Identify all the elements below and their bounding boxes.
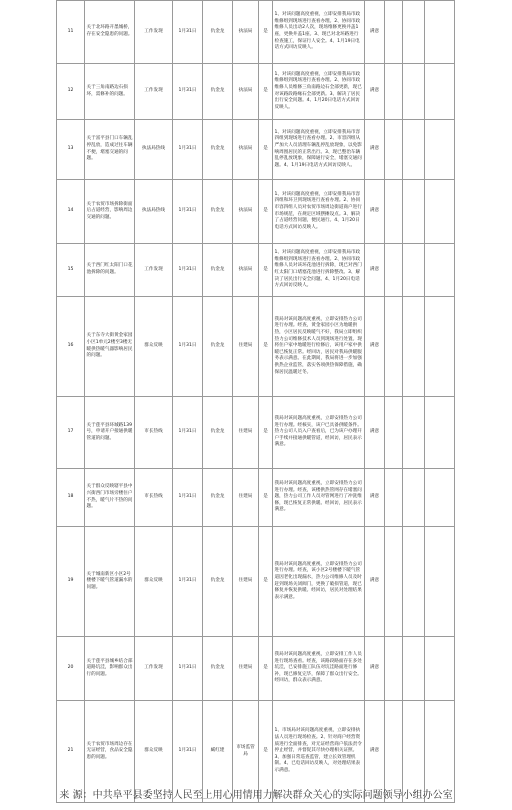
cell-date: 1月31日 [173,244,203,297]
cell-result: 1、对该问题高度重视，立即安排我局市政维修组到现场进行查看办理。2、协同市政维修人员对该环花池进行拆除，现已对西门红太阳门口堵塞花池进行拆除整改。3、解决了居民出行安全问题。4、1月20日电话方式回访反映人。 [273,244,365,297]
cell-no: 15 [57,244,85,297]
cell-result: 我局对该问题高度重视，立即安排热力公司进行办理。经查，该楼供热管网存在堵塞问题，热力公司工作人员对管网进行了冲洗维修，现已恢复正常供暖。经回访，居民表示满意。 [273,469,365,527]
cell-satisfaction: 满意 [365,180,385,244]
cell-empty [425,469,455,527]
cell-date: 1月31日 [173,180,203,244]
cell-empty [385,244,403,297]
cell-issue: 关于莲平县城乡结合部道路坑洼，影响群众出行的问题。 [85,637,135,701]
cell-source: 市长热线 [135,469,173,527]
cell-date: 1月31日 [173,469,203,527]
cell-resolved: 是 [259,527,273,637]
cell-satisfaction: 满意 [365,297,385,397]
cell-result: 1、对该问题高度重视，立即安排我局市政维修组到现场进行查看办理。2、协同市政维修人员维修三角南路边石全部更新，现已对该路段路缘石全部更新。3、解决了居民出行安全问题。4、1月20日电话方式回访反映人。 [273,64,365,120]
cell-source: 执法局热线 [135,120,173,180]
cell-result: 我局对该问题高度重视，立即安排热力公司进行办理。经查，该小区2号楼楼下暖气管道因老化出现漏水，热力公司维修人员及时赶到现场关闭阀门，更换了破损管道，现已修复并恢复供暖。经回访，居民对处理结果表示满意。 [273,527,365,637]
cell-resolved: 是 [259,469,273,527]
cell-resolved: 是 [259,397,273,469]
cell-result: 1、对该问题高度重视，立即安排我局市容四组到现场进行查看办理。2、市容四组从严加大人员清理车辆乱停乱放现象，以免影响周围居民的正常出行。3、现已整治车辆乱停乱放现象，保障通行安全，堵塞交通问题。4、1月19日电话方式回访反映人。 [273,120,365,180]
cell-result: 1、对该问题高度重视，立即安排我局市容四组和环卫到现场进行查看办理。2、协同市容四组人员对农贸市场周边街道商户进行市场规范，在规定区域摆摊设点。3、解决了占道经营问题，便民通行。4、1月20日电话方式回访反映人。 [273,180,365,244]
cell-empty [385,637,403,701]
cell-resolved: 是 [259,180,273,244]
cell-resolved: 是 [259,1,273,64]
cell-dept: 执法局 [233,180,259,244]
cell-leader: 仇金龙 [203,297,233,397]
cell-no: 21 [57,701,85,803]
cell-no: 11 [57,1,85,64]
cell-leader: 仇金龙 [203,469,233,527]
cell-empty [403,469,425,527]
table-row [57,637,455,701]
cell-dept: 住建局 [233,637,259,701]
cell-empty [403,64,425,120]
cell-source: 群众反映 [135,527,173,637]
cell-leader: 仇金龙 [203,1,233,64]
cell-issue: 关于西门红太阳门口花池拆除的问题。 [85,244,135,297]
cell-leader: 仇金龙 [203,397,233,469]
cell-satisfaction: 满意 [365,527,385,637]
issues-table [56,0,455,803]
cell-satisfaction: 满意 [365,1,385,64]
table-row [57,297,455,397]
cell-satisfaction: 满意 [365,244,385,297]
cell-empty [385,180,403,244]
cell-result: 我局对该问题高度重视，立即安排工作人员进行现场查看。经查，该路段路面存在多处坑洼，已安排施工队伍对坑洼路面进行修补，现已修复完毕，保障了群众出行安全。经回访，群众表示满意。 [273,637,365,701]
cell-dept: 住建局 [233,469,259,527]
cell-dept: 执法局 [233,120,259,180]
cell-leader: 仇金龙 [203,527,233,637]
cell-resolved: 是 [259,120,273,180]
table-body [57,1,455,803]
cell-leader: 臧红建 [203,701,233,803]
cell-issue: 关于东寺大街黄金家园小区1单元2楼至3楼无暖供热暖气器影响居民的问题。 [85,297,135,397]
cell-source: 群众反映 [135,701,173,803]
cell-empty [425,244,455,297]
cell-satisfaction: 满意 [365,637,385,701]
cell-empty [385,1,403,64]
cell-satisfaction: 满意 [365,397,385,469]
cell-date: 1月31日 [173,527,203,637]
cell-issue: 关于莲平县环城路139号，申请开户接通供暖管道的问题。 [85,397,135,469]
cell-empty [425,527,455,637]
cell-dept: 执法局 [233,64,259,120]
cell-empty [425,397,455,469]
cell-no: 16 [57,297,85,397]
cell-empty [403,297,425,397]
cell-satisfaction: 满意 [365,701,385,803]
cell-no: 20 [57,637,85,701]
cell-empty [385,120,403,180]
cell-empty [403,397,425,469]
cell-source: 工作发现 [135,1,173,64]
cell-leader: 仇金龙 [203,244,233,297]
table-row [57,469,455,527]
cell-leader: 仇金龙 [203,637,233,701]
cell-source: 工作发现 [135,244,173,297]
cell-empty [403,527,425,637]
cell-satisfaction: 满意 [365,120,385,180]
cell-source: 工作发现 [135,637,173,701]
cell-result: 1、市场局对该问题高度重视，立即安排执法人员进行现场检查。2、针对商户经营资质进行全面排查，对无证经营商户依法责令停止经营，并督促其尽快办理相关证照。3、加强日常巡查监管，建立长效管理机制。4、已电话回访反映人，对处理结果表示满意。 [273,701,365,803]
cell-no: 18 [57,469,85,527]
cell-dept: 住建局 [233,397,259,469]
cell-empty [385,469,403,527]
cell-satisfaction: 满意 [365,64,385,120]
cell-leader: 仇金龙 [203,64,233,120]
cell-leader: 仇金龙 [203,180,233,244]
cell-resolved: 是 [259,701,273,803]
cell-date: 1月31日 [173,120,203,180]
cell-empty [425,637,455,701]
cell-issue: 关于富平县门口车辆乱停乱放，造成过往车辆不便，堵塞交通的问题。 [85,120,135,180]
cell-dept: 住建局 [233,297,259,397]
cell-issue: 关于农贸市场周边存在无证经营，食品安全隐患的问题。 [85,701,135,803]
cell-resolved: 是 [259,637,273,701]
cell-empty [403,244,425,297]
cell-leader: 仇金龙 [203,120,233,180]
cell-no: 19 [57,527,85,637]
cell-date: 1月31日 [173,1,203,64]
table-row [57,527,455,637]
cell-date: 1月31日 [173,397,203,469]
cell-result: 我局对该问题高度重视，立即安排热力公司进行办理。经核实，该户已具备供暖条件。热力公司人员入户查看后，已为该户办理开户手续并接通供暖管道，经回访，居民表示满意。 [273,397,365,469]
cell-resolved: 是 [259,64,273,120]
cell-empty [425,64,455,120]
cell-empty [425,297,455,397]
cell-no: 17 [57,397,85,469]
cell-satisfaction: 满意 [365,469,385,527]
cell-issue: 关于农贸市场拆除街面后占道经营，影响周边交通的问题。 [85,180,135,244]
cell-no: 12 [57,64,85,120]
cell-empty [385,397,403,469]
table-row [57,64,455,120]
cell-empty [385,527,403,637]
cell-dept: 执法局 [233,244,259,297]
cell-issue: 关于北环路开墨城桥，存在安全隐患的问题。 [85,1,135,64]
cell-empty [385,64,403,120]
table-row [57,180,455,244]
cell-issue: 关于城南新区小区2号楼楼下暖气管道漏水的问题。 [85,527,135,637]
cell-dept: 执法局 [233,1,259,64]
cell-empty [403,120,425,180]
cell-resolved: 是 [259,244,273,297]
cell-date: 1月31日 [173,637,203,701]
cell-resolved: 是 [259,297,273,397]
table-row [57,120,455,180]
cell-no: 14 [57,180,85,244]
cell-empty [403,180,425,244]
table-row [57,244,455,297]
table-row [57,397,455,469]
cell-source: 市长热线 [135,397,173,469]
cell-no: 13 [57,120,85,180]
cell-date: 1月31日 [173,64,203,120]
cell-source: 工作发现 [135,64,173,120]
cell-issue: 关于三角南路边石损坏，需修补的问题。 [85,64,135,120]
source-footer: 来 源：中共阜平县委坚持人民至上用心用情用力解决群众关心的实际问题领导小组办公室 [59,790,453,801]
cell-empty [403,637,425,701]
cell-source: 执法局热线 [135,180,173,244]
cell-empty [403,1,425,64]
cell-empty [385,297,403,397]
cell-empty [425,120,455,180]
cell-date: 1月31日 [173,701,203,803]
cell-result: 1、对该问题高度重视，立即安排我局市政维修组到现场进行查看办理。2、协同市政维修人员出动2人次，现场维修更换井盖1座，更换井盖1座。3、现已对北环路进行检查施工，保证行人安全。4、1月19日电话方式回访反映人。 [273,1,365,64]
cell-issue: 关于群众反映辖平县中兴街西门市场旁楼住户不热，暖气片不热的问题。 [85,469,135,527]
cell-source: 群众反映 [135,297,173,397]
cell-empty [425,180,455,244]
cell-date: 1月31日 [173,297,203,397]
cell-empty [425,1,455,64]
cell-dept: 市场监管局 [233,701,259,803]
cell-dept: 住建局 [233,527,259,637]
table-row [57,1,455,64]
cell-result: 我局对该问题高度重视，立即安排热力公司进行办理。经查，黄金家园小区为地暖供热，小区居民反映暖气不好，我局立即组织热力公司维修技术人员到现场进行处置。现将住户家中地暖进行检修后，该用户家中供暖已恢复正常。经回访，居民对我局供暖服务表示满意。在此期间，我局将进一步加强供热企业监管，落实各项供热保障措施，确保居民温暖过冬。 [273,297,365,397]
